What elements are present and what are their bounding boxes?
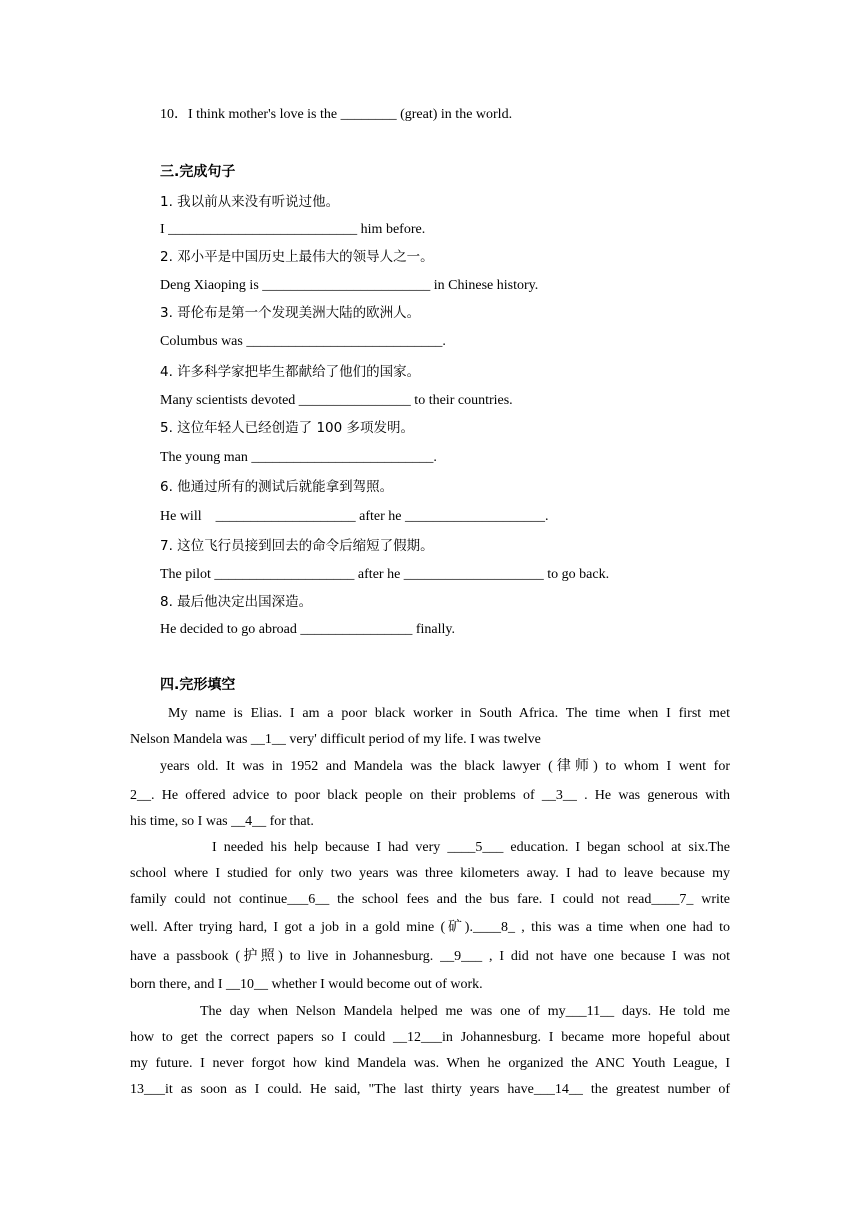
- sentence-3-english: Columbus was ____________________________.: [160, 334, 446, 349]
- question-10: 10．I think mother's love is the ________ (great) in the world.: [160, 107, 513, 122]
- blank-14: ___14__: [533, 1082, 583, 1097]
- cloze-line: 13___it as soon as I could. He said, "The last thirty years have___14__ the greatest number of: [130, 1082, 731, 1097]
- sentence-1-english: I ___________________________ him before.: [160, 222, 426, 237]
- blank-2: 2__: [130, 788, 151, 803]
- sentence-8-english: He decided to go abroad ________________ finally.: [160, 622, 455, 637]
- sentence-8-chinese: 8. 最后他决定出国深造。: [160, 594, 313, 610]
- cloze-line: born there, and I __10__ whether I would become out of work.: [130, 977, 483, 992]
- cloze-line: I needed his help because I had very ____5___ education. I began school at six.The: [212, 840, 730, 855]
- sentence-6-english: He will ____________________ after he ____________________.: [160, 509, 549, 524]
- blank-3: __3__: [541, 788, 577, 803]
- blank-6: ___6__: [287, 892, 330, 907]
- sentence-3-chinese: 3. 哥伦布是第一个发现美洲大陆的欧洲人。: [160, 305, 421, 321]
- sentence-2-english: Deng Xiaoping is ________________________ in Chinese history.: [160, 278, 539, 293]
- cloze-line: The day when Nelson Mandela helped me was one of my___11__ days. He told me: [200, 1004, 731, 1019]
- cloze-line: My name is Elias. I am a poor black worker in South Africa. The time when I first met: [168, 706, 730, 721]
- blank-9: __9___: [440, 949, 483, 964]
- sentence-2-chinese: 2. 邓小平是中国历史上最伟大的领导人之一。: [160, 249, 434, 265]
- blank-7: ____7_: [651, 892, 694, 907]
- blank-8: ____8_: [472, 920, 515, 935]
- cloze-line: years old. It was in 1952 and Mandela was the black lawyer (律师) to whom I went for: [160, 759, 730, 774]
- cloze-line: his time, so I was __4__ for that.: [130, 814, 314, 829]
- cloze-line: 2__. He offered advice to poor black people on their problems of __3__ . He was generous with: [130, 788, 730, 803]
- blank-12: __12___: [393, 1030, 443, 1045]
- cloze-line: have a passbook (护照) to live in Johannesburg. __9___ , I did not have one because I was not: [130, 949, 730, 964]
- sentence-7-chinese: 7. 这位飞行员接到回去的命令后缩短了假期。: [160, 538, 434, 554]
- blank-13: 13___: [130, 1082, 165, 1097]
- blank-5: ____5___: [447, 840, 504, 855]
- sentence-7-english: The pilot ____________________ after he ____________________ to go back.: [160, 567, 610, 582]
- sentence-4-english: Many scientists devoted ________________ to their countries.: [160, 393, 513, 408]
- sentence-1-chinese: 1. 我以前从来没有听说过他。: [160, 194, 340, 210]
- sentence-6-chinese: 6. 他通过所有的测试后就能拿到驾照。: [160, 479, 394, 495]
- cloze-line: family could not continue___6__ the school fees and the bus fare. I could not read____7_ write: [130, 892, 730, 907]
- section-4-title: 四.完形填空: [160, 677, 236, 693]
- cloze-line: school where I studied for only two years was three kilometers away. I had to leave because my: [130, 866, 730, 881]
- blank-10: __10__: [226, 977, 269, 992]
- sentence-5-chinese: 5. 这位年轻人已经创造了 100 多项发明。: [160, 420, 415, 436]
- blank-1: __1__: [250, 732, 286, 747]
- blank-11: ___11__: [565, 1004, 615, 1019]
- cloze-line: Nelson Mandela was __1__ very' difficult period of my life. I was twelve: [130, 732, 541, 747]
- sentence-5-english: The young man __________________________.: [160, 450, 437, 465]
- section-3-title: 三.完成句子: [160, 164, 236, 180]
- cloze-line: my future. I never forgot how kind Mandela was. When he organized the ANC Youth League, I: [130, 1056, 730, 1071]
- sentence-4-chinese: 4. 许多科学家把毕生都献给了他们的国家。: [160, 364, 421, 380]
- cloze-line: how to get the correct papers so I could __12___in Johannesburg. I became more hopeful about: [130, 1030, 730, 1045]
- cloze-line: well. After trying hard, I got a job in a gold mine (矿).____8_ , this was a time when one had to: [130, 920, 730, 935]
- blank-4: __4__: [231, 814, 267, 829]
